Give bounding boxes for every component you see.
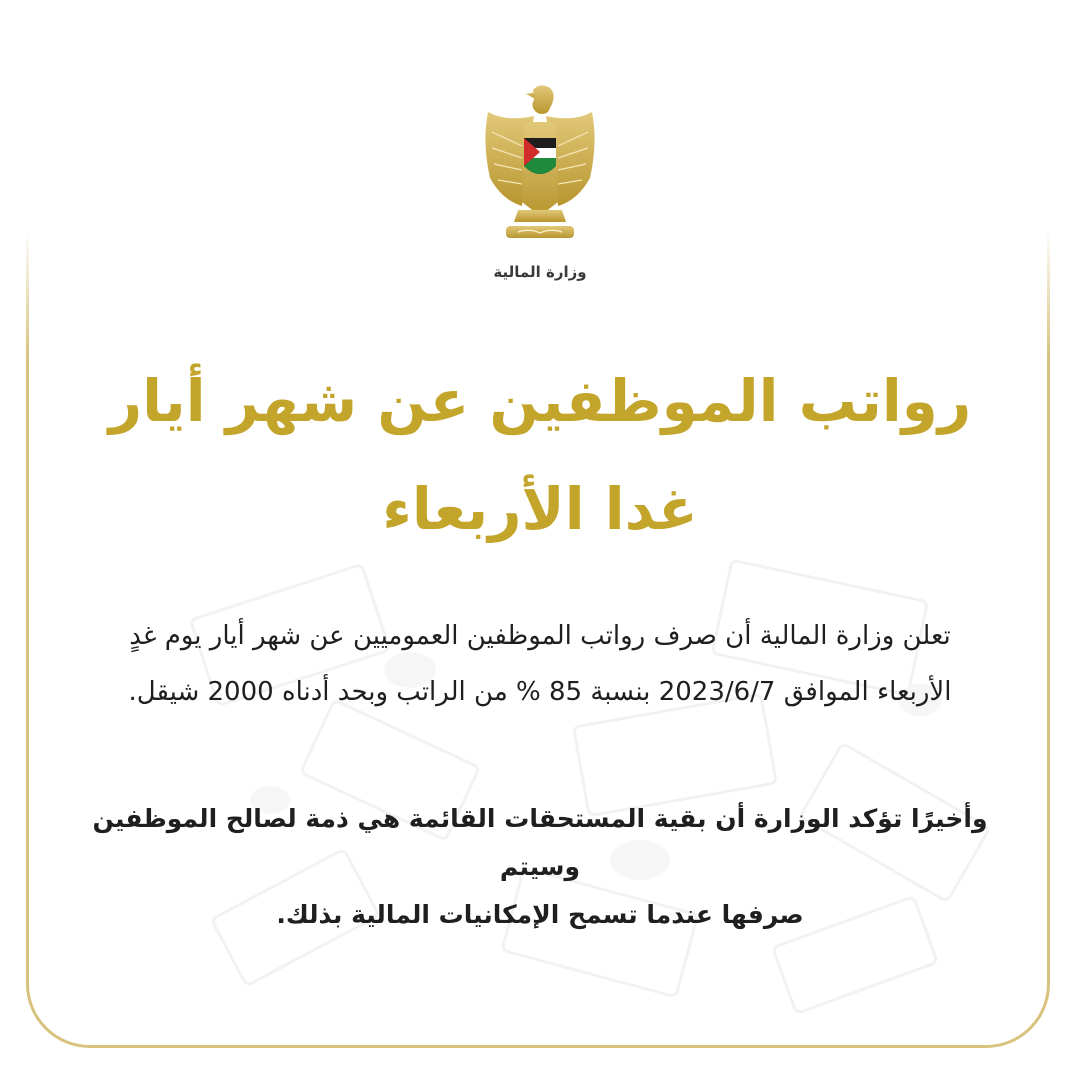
headline-line-2: غدا الأربعاء xyxy=(382,475,698,543)
palestine-eagle-emblem-icon xyxy=(478,82,602,247)
announcement-paragraph-2 xyxy=(60,795,1020,939)
paragraph-1-line-1: تعلن وزارة المالية أن صرف رواتب الموظفين العموميين عن شهر أيار يوم غدٍ xyxy=(129,621,951,651)
frame-fade-right xyxy=(1047,228,1050,358)
frame-fade-left xyxy=(26,228,29,358)
paragraph-2-line-2: صرفها عندما تسمح الإمكانيات المالية بذلك. xyxy=(276,900,804,929)
announcement-paragraph-1 xyxy=(60,608,1020,720)
paragraph-1-line-2: الأربعاء الموافق 2023/6/7 بنسبة 85 % من الراتب وبحد أدناه 2000 شيقل. xyxy=(128,677,952,707)
headline-line-1: رواتب الموظفين عن شهر أيار xyxy=(108,367,972,435)
paragraph-2-line-1: وأخيرًا تؤكد الوزارة أن بقية المستحقات القائمة هي ذمة لصالح الموظفين وسيتم xyxy=(92,804,988,881)
ministry-name: وزارة المالية xyxy=(493,263,587,281)
